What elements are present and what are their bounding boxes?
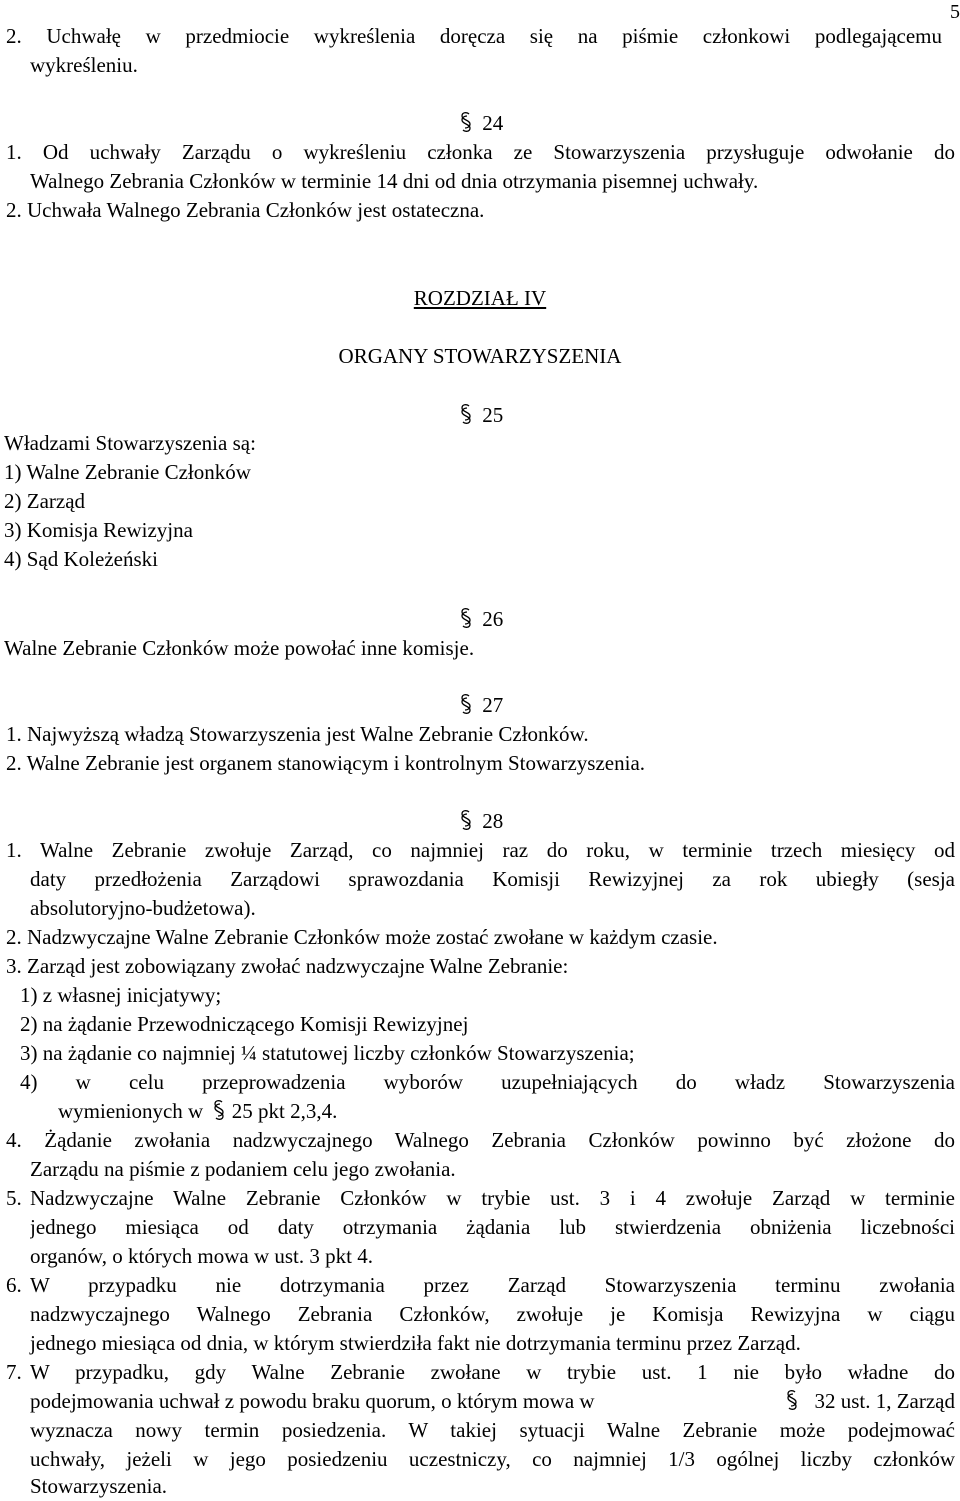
- reference-text: 25 pkt 2,3,4.: [231, 1099, 338, 1123]
- paragraph-line: Walnego Zebrania Członków w terminie 14 dni od dnia otrzymania pisemnej uchwały.: [30, 169, 759, 193]
- list-item: 4) w celu przeprowadzenia wyborów uzupełniających do władz Stowarzyszenia: [20, 1070, 955, 1094]
- section-heading-28: [459, 807, 503, 836]
- paragraph-line: organów, o których mowa w ust. 3 pkt 4.: [30, 1244, 373, 1268]
- list-item: 2) na żądanie Przewodniczącego Komisji Rewizyjnej: [20, 1012, 469, 1036]
- paragraph-line: W przypadku, gdy Walne Zebranie zwołane w trybie ust. 1 nie było władne do: [30, 1360, 955, 1384]
- paragraph-line: uchwały, jeżeli w jego posiedzeniu uczestniczy, co najmniej 1/3 ogólnej liczby członków: [30, 1447, 955, 1471]
- reference-group: [785, 1387, 955, 1416]
- section-sign-icon: [459, 111, 473, 133]
- list-item: 3) Komisja Rewizyjna: [4, 518, 193, 542]
- chapter-subtitle: ORGANY STOWARZYSZENIA: [338, 344, 622, 368]
- paragraph-line: Stowarzyszenia.: [30, 1474, 168, 1498]
- reference-text: 32 ust. 1, Zarząd: [814, 1389, 955, 1413]
- paragraph-line: wykreśleniu.: [30, 53, 138, 77]
- section-number: 26: [482, 607, 504, 631]
- paragraph-number: 7.: [6, 1360, 22, 1384]
- section-sign-icon: [785, 1389, 799, 1411]
- section-heading-24: [459, 109, 503, 138]
- paragraph-line: 3. Zarząd jest zobowiązany zwołać nadzwyczajne Walne Zebranie:: [6, 954, 569, 978]
- list-item: 3) na żądanie co najmniej ¼ statutowej liczby członków Stowarzyszenia;: [20, 1041, 635, 1065]
- section-number: 27: [482, 693, 504, 717]
- section-number: 24: [482, 111, 504, 135]
- section-number: 28: [482, 809, 504, 833]
- section-sign-icon: [459, 607, 473, 629]
- chapter-title: ROZDZIAŁ IV: [413, 286, 547, 310]
- paragraph-line: 2. Nadzwyczajne Walne Zebranie Członków może zostać zwołane w każdym czasie.: [6, 925, 718, 949]
- paragraph-line: Nadzwyczajne Walne Zebranie Członków w trybie ust. 3 i 4 zwołuje Zarząd w terminie: [30, 1186, 955, 1210]
- paragraph-number: 5.: [6, 1186, 22, 1210]
- reference-text: wymienionych w: [58, 1099, 204, 1123]
- paragraph-line: Walne Zebranie Członków może powołać inne komisje.: [4, 636, 475, 660]
- reference-text: podejmowania uchwał z powodu braku quorum, o którym mowa w: [30, 1389, 595, 1413]
- section-sign-icon: [459, 809, 473, 831]
- paragraph-number: 6.: [6, 1273, 22, 1297]
- list-item-continuation: [58, 1097, 337, 1126]
- list-item: 2) Zarząd: [4, 489, 86, 513]
- paragraph-line: 2. Walne Zebranie jest organem stanowiącym i kontrolnym Stowarzyszenia.: [6, 751, 646, 775]
- paragraph-line: 1. Najwyższą władzą Stowarzyszenia jest Walne Zebranie Członków.: [6, 722, 589, 746]
- paragraph-line: 1. Walne Zebranie zwołuje Zarząd, co najmniej raz do roku, w terminie trzech miesięcy od: [6, 838, 955, 862]
- paragraph-line: wyznacza nowy termin posiedzenia. W takiej sytuacji Walne Zebranie może podejmować: [30, 1418, 955, 1442]
- section-heading-26: [459, 605, 503, 634]
- section-number: 25: [482, 403, 504, 427]
- paragraph-line: jednego miesiąca od daty otrzymania żądania lub stwierdzenia obniżenia liczebności: [30, 1215, 955, 1239]
- paragraph-line: Zarządu na piśmie z podaniem celu jego zwołania.: [30, 1157, 456, 1181]
- section-heading-27: [459, 691, 503, 720]
- list-item: 4) Sąd Koleżeński: [4, 547, 158, 571]
- section-sign-icon: [212, 1099, 226, 1121]
- page-number: 5: [950, 1, 960, 23]
- list-item: 1) Walne Zebranie Członków: [4, 460, 251, 484]
- section-sign-icon: [459, 693, 473, 715]
- paragraph-line: nadzwyczajnego Walnego Zebrania Członków, zwołuje je Komisja Rewizyjna w ciągu: [30, 1302, 955, 1326]
- paragraph-line: 2. Uchwałę w przedmiocie wykreślenia doręcza się na piśmie członkowi podlegającemu: [6, 24, 942, 48]
- paragraph-line: Władzami Stowarzyszenia są:: [4, 431, 256, 455]
- paragraph-line: jednego miesiąca od dnia, w którym stwierdziła fakt nie dotrzymania terminu przez Zarząd.: [30, 1331, 801, 1355]
- section-heading-25: [459, 401, 503, 430]
- paragraph-line: [30, 1387, 955, 1416]
- paragraph-line: 4. Żądanie zwołania nadzwyczajnego Walnego Zebrania Członków powinno być złożone do: [6, 1128, 955, 1152]
- paragraph-line: absolutoryjno-budżetowa).: [30, 896, 256, 920]
- paragraph-line: 1. Od uchwały Zarządu o wykreśleniu członka ze Stowarzyszenia przysługuje odwołanie do: [6, 140, 955, 164]
- section-sign-icon: [459, 403, 473, 425]
- paragraph-line: daty przedłożenia Zarządowi sprawozdania Komisji Rewizyjnej za rok ubiegły (sesja: [30, 867, 955, 891]
- paragraph-line: W przypadku nie dotrzymania przez Zarząd Stowarzyszenia terminu zwołania: [30, 1273, 955, 1297]
- paragraph-line: 2. Uchwała Walnego Zebrania Członków jest ostateczna.: [6, 198, 485, 222]
- list-item: 1) z własnej inicjatywy;: [20, 983, 222, 1007]
